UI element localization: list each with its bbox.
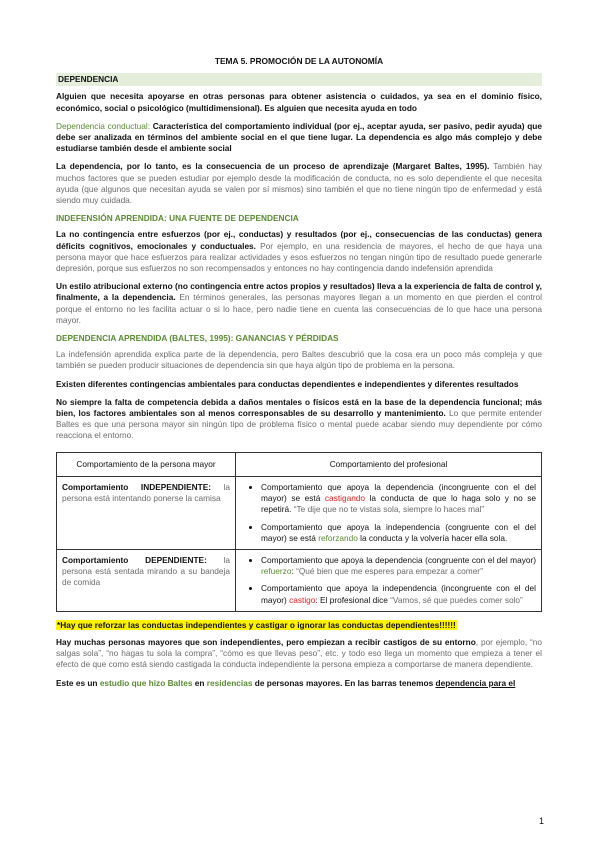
page-number: 1: [538, 816, 544, 826]
table-cell-profesional-2: [236, 549, 542, 611]
term-dependencia-conductual: Dependencia conductual: [56, 120, 148, 131]
section-header-dependencia-aprendida: DEPENDENCIA APRENDIDA (BALTES, 1995): GANANCIAS Y PÉRDIDAS: [56, 333, 339, 344]
paragraph-estilo-atribucional: Un estilo atribucional externo (no contingencia entre actos propios y resultados) lleva a la experiencia de falta de control y, finalmente, a la dependencia. En términos generales, las personas mayores llegan a un momento en que pierden el control porque el entorno no les facilita actuar o si lo hace, pero nadie tiene en cuenta las consecuencias de lo que hace una persona mayor.: [56, 281, 542, 325]
paragraph-definition: Alguien que necesita apoyarse en otras personas para obtener asistencia o cuidados, ya sea en el dominio físico, económico, social o psicológico (multidimensional). Es alguien que necesita ayuda en todo: [56, 91, 542, 113]
paragraph-estudio: Este es un estudio que hizo Baltes en residencias de personas mayores. En las barras tenemos dependencia para el: [56, 677, 516, 688]
list-item: • Comportamiento que apoya la dependencia (incongruente con el del mayor) se está castigando la conducta de que lo haga solo y no se repetirá. “Te dije que no te vistas sola, siempre lo haces mal”: [261, 482, 536, 516]
highlight-note: *Hay que reforzar las conductas independientes y castigar o ignorar las conductas dependientes!!!!!!: [57, 619, 456, 630]
paragraph-competencia: No siempre la falta de competencia debida a daños mentales o físicos está en la base de la dependencia funcional; más bien, los factores ambientales son al menos corresponsables de su desarrollo y mantenimiento. Lo que permite entender Baltes es que una persona mayor sin ningún tipo de problema físico o mental puede acabar siendo muy dependiente por cómo reacciona el entorno.: [56, 396, 542, 441]
paragraph-no-contingencia: La no contingencia entre esfuerzos (por ej., conductas) y resultados (por ej., consecuencias de las conductas) genera déficits cognitivos, emocionales y conductuales. Por ejemplo, en una residencia de mayores, el hecho de que haya una persona mayor que hace esfuerzos para realizar actividades y esos esfuerzos no tengan ningún tipo de resultado puede generarle depresión, porque sus esfuerzos no son recompensados y entonces no hay contingencia dando indefensión aprendida: [56, 229, 542, 274]
list-item: • Comportamiento que apoya la dependencia (congruente con el del mayor) refuerzo: “Qué bien que me esperes para empezar a comer”: [261, 555, 536, 577]
document-page: [56, 56, 542, 696]
table-header-row: [57, 452, 542, 476]
table-cell-independiente: Comportamiento INDEPENDIENTE: la persona está intentando ponerse la camisa: [57, 476, 236, 549]
paragraph-castigos: Hay muchas personas mayores que son independientes, pero empiezan a recibir castigos de su entorno, por ejemplo, “no salgas sola”, “no hagas tu sola la compra”, “cómo es que llevas peso”, etc. y todo eso llega un momento que empieza a tener el efecto de que como está siendo castigada la conducta independiente la persona empieza a comportarse de manera dependiente.: [56, 636, 542, 670]
table-header-mayor: Comportamiento de la persona mayor: [57, 452, 236, 476]
table-cell-dependiente: Comportamiento DEPENDIENTE: la persona está sentada mirando a su bandeja de comida: [57, 549, 236, 611]
paragraph-aprendizaje: La dependencia, por lo tanto, es la consecuencia de un proceso de aprendizaje (Margaret Baltes, 1995). También hay muchos factores que se pueden estudiar por ejemplo desde la modificación de conducta, no es solo dependiente el que necesita ayuda (que algunos que necesitan ayuda se valen por sí mismos) sino también el que no tiene ningún tipo de enfermedad y está siendo muy cuidada.: [56, 161, 543, 206]
paragraph-baltes: La indefensión aprendida explica parte de la dependencia, pero Baltes descubrió que la cosa era un poco más compleja y que también se pueden producir situaciones de dependencia sin que haya algún tipo de problema en la persona.: [56, 349, 542, 371]
table-cell-profesional-1: [236, 476, 542, 549]
list-item: • Comportamiento que apoya la independencia (congruente con el del mayor) se está reforzando la conducta y la volvería hacer ella sola.: [261, 522, 536, 544]
table-header-profesional: Comportamiento del profesional: [236, 452, 542, 476]
section-header-dependencia: DEPENDENCIA: [56, 73, 542, 86]
table-row: [57, 476, 542, 549]
list-item: • Comportamiento que apoya la independencia (incongruente con el del mayor) castigo: El profesional dice “Vamos, sé que puedes comer solo”: [261, 583, 536, 605]
behavior-table: [56, 452, 542, 612]
paragraph-contingencias: Existen diferentes contingencias ambientales para conductas dependientes e independientes y diferentes resultados: [56, 378, 519, 389]
paragraph-dependencia-conductual: Dependencia conductual: Característica del comportamiento individual (por ej., aceptar ayuda, ser pasivo, pedir ayuda) que debe ser analizada en términos del ambiente social en el que tiene lugar. La dependencia es algo más complejo y debe estudiarse también desde el ambiente social: [56, 120, 542, 154]
section-header-indefension: INDEFENSIÓN APRENDIDA: UNA FUENTE DE DEPENDENCIA: [56, 213, 299, 224]
page-title: TEMA 5. PROMOCIÓN DE LA AUTONOMÍA: [214, 56, 384, 66]
table-row: [57, 549, 542, 611]
